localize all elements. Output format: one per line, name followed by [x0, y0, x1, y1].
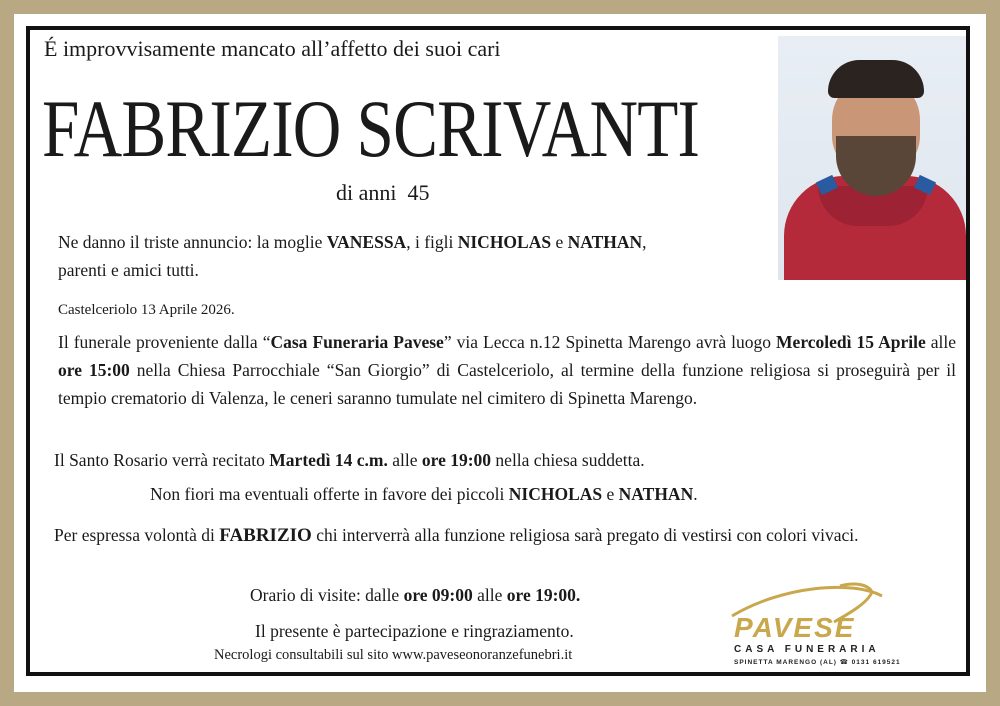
hours-from: ore 09:00	[403, 585, 473, 605]
announcement	[58, 228, 778, 284]
portrait-photo	[778, 36, 966, 280]
son-name: NATHAN	[567, 232, 643, 252]
wish-text: Per espressa volontà di	[54, 525, 220, 545]
funeral-text: alle	[925, 332, 956, 352]
wish-note	[54, 521, 956, 550]
hours-text: alle	[472, 585, 507, 605]
funeral-text: ” via Lecca n.12 Spinetta Marengo avrà luogo	[443, 332, 777, 352]
age-text: di anni 45	[336, 180, 430, 205]
rosary-text: alle	[387, 450, 422, 470]
flowers-text: e	[602, 484, 619, 504]
flowers-text: Non fiori ma eventuali offerte in favore dei piccoli	[150, 484, 509, 504]
portrait-hair	[828, 60, 924, 98]
announce-text: , i figli	[406, 232, 458, 252]
intro-text: É improvvisamente mancato all’affetto dei suoi cari	[44, 36, 501, 61]
funeral-text: nella Chiesa Parrocchiale “San Giorgio” di Castelceriolo, al termine della funzione religiosa si proseguirà per il tempio crematorio di Valenza, le ceneri saranno tumulate nel cimitero di Spinetta Marengo.	[58, 360, 957, 408]
wish-name: FABRIZIO	[219, 525, 312, 546]
logo-subtitle: CASA FUNERARIA	[734, 644, 880, 655]
funeral-time: ore 15:00	[58, 360, 130, 380]
rosary-info	[54, 450, 645, 471]
son-name: NICHOLAS	[457, 232, 552, 252]
funeral-day: Mercoledì 15 Aprile	[776, 332, 926, 352]
logo-word: PAVESE	[734, 612, 856, 643]
deceased-name: FABRIZIO SCRIVANTI	[42, 83, 700, 174]
funeral-text: Il funerale proveniente dalla “	[58, 332, 271, 352]
wish-text: chi interverrà alla funzione religiosa sarà pregato di vestirsi con colori vivaci.	[311, 525, 859, 545]
flowers-note	[150, 484, 698, 505]
rosary-day: Martedì 14 c.m.	[269, 450, 388, 470]
website-line: Necrologi consultabili sul sito www.paveseonoranzefunebri.it	[214, 647, 573, 663]
announce-text: parenti e amici tutti.	[58, 260, 199, 280]
announce-text: e	[551, 232, 568, 252]
son-name: NICHOLAS	[508, 484, 603, 504]
announce-text: ,	[642, 232, 647, 252]
rosary-text: Il Santo Rosario verrà recitato	[54, 450, 270, 470]
funeral-home: Casa Funeraria Pavese	[270, 332, 444, 352]
hours-text: Orario di visite: dalle	[250, 585, 404, 605]
flowers-text: .	[693, 484, 698, 504]
funeral-info	[58, 328, 956, 412]
logo-contact: SPINETTA MARENGO (AL) ☎ 0131 619521	[734, 659, 901, 666]
hours-to: ore 19:00.	[506, 585, 581, 605]
rosary-text: nella chiesa suddetta.	[491, 450, 645, 470]
wife-name: VANESSA	[326, 232, 407, 252]
son-name: NATHAN	[618, 484, 694, 504]
rosary-time: ore 19:00	[421, 450, 492, 470]
visiting-hours	[250, 585, 580, 606]
announce-text: Ne danno il triste annuncio: la moglie	[58, 232, 327, 252]
thanks-line: Il presente è partecipazione e ringraziamento.	[255, 621, 574, 641]
place-date: Castelceriolo 13 Aprile 2026.	[58, 302, 235, 318]
pavese-logo	[722, 582, 942, 666]
